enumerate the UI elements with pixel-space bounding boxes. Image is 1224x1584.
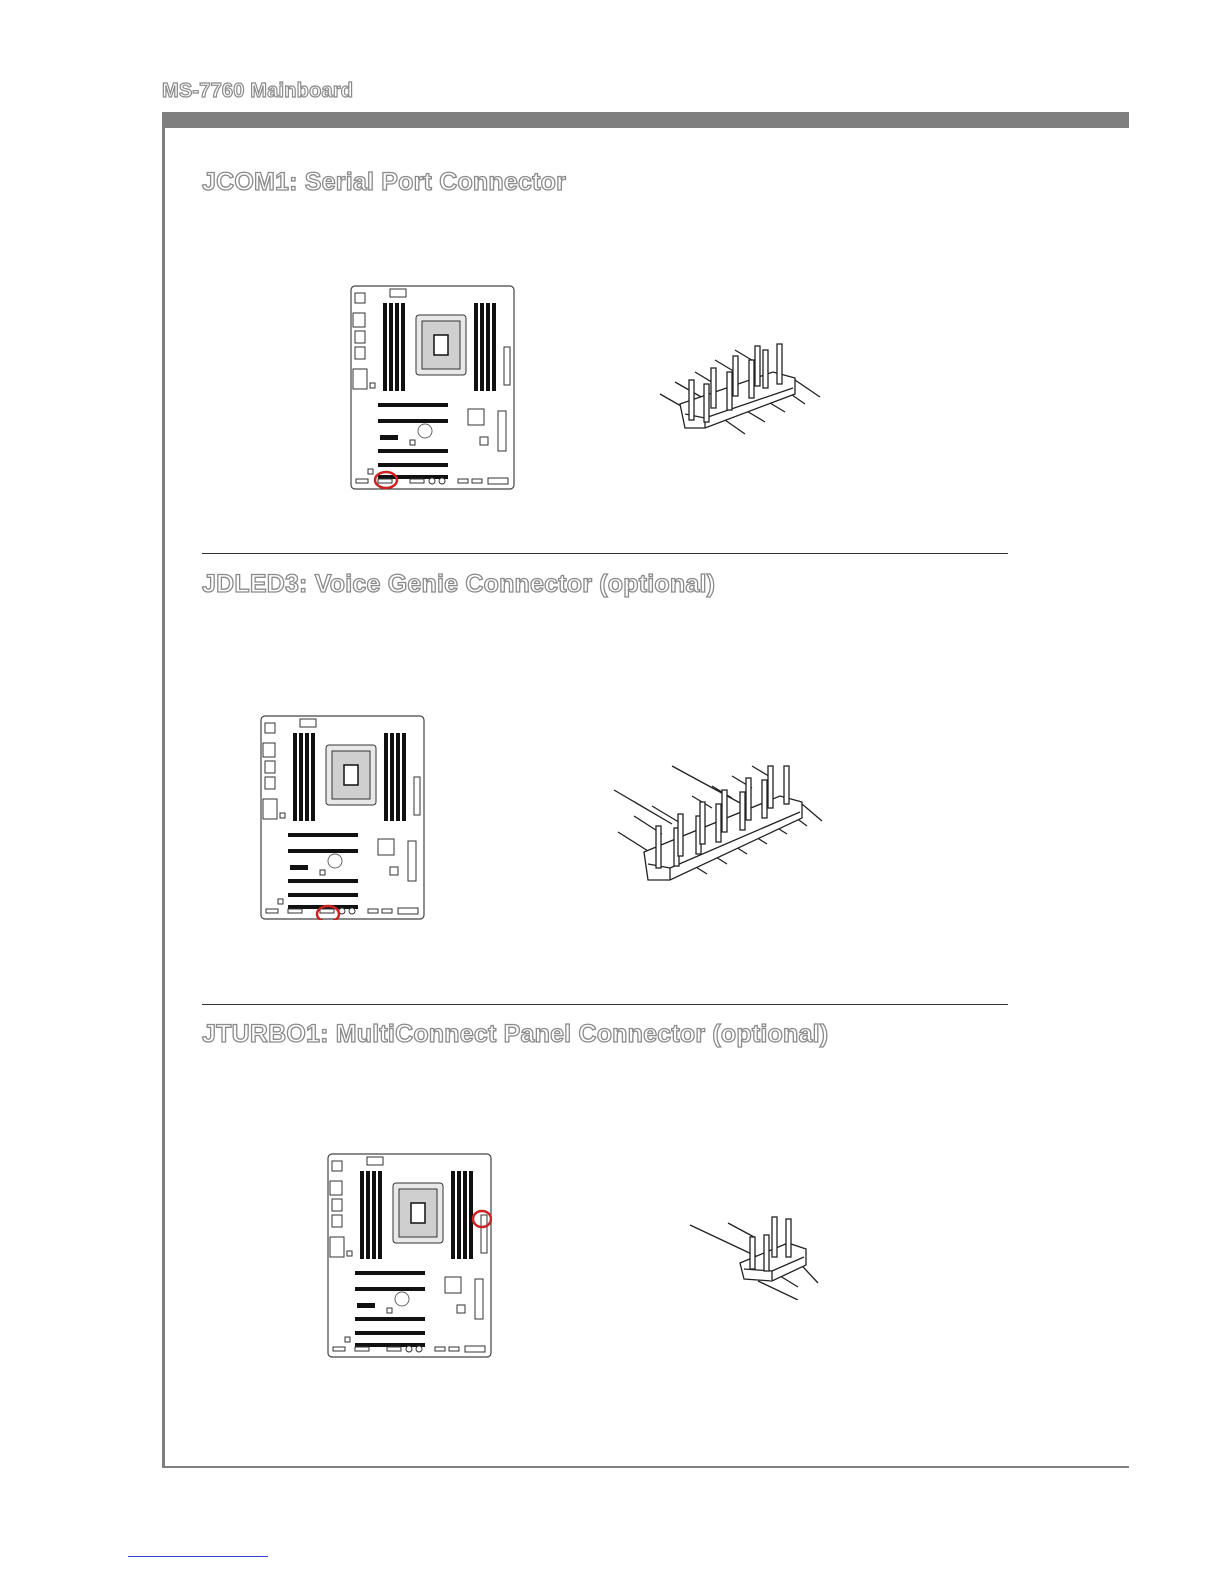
page-header-title: MS-7760 Mainboard	[162, 80, 354, 102]
section-divider	[202, 553, 1008, 554]
pin-header-jdled3	[612, 756, 827, 891]
bottom-rule	[162, 1466, 1129, 1468]
pin-header-jcom1	[655, 342, 825, 447]
header-bar	[162, 112, 1129, 128]
mainboard-diagram-jcom1	[350, 285, 515, 490]
section-title-jcom1: JCOM1: Serial Port Connector	[202, 168, 566, 196]
section-title-jdled3: JDLED3: Voice Genie Connector (optional)	[202, 570, 716, 598]
left-margin-rule	[162, 112, 165, 1468]
section-divider	[202, 1004, 1008, 1005]
section-title-jturbo1: JTURBO1: MultiConnect Panel Connector (optional)	[202, 1020, 829, 1048]
mainboard-diagram-jdled3	[260, 715, 425, 920]
pin-header-jturbo1	[688, 1215, 823, 1300]
footer-link-underline[interactable]	[128, 1556, 268, 1557]
mainboard-diagram-jturbo1	[327, 1153, 492, 1358]
